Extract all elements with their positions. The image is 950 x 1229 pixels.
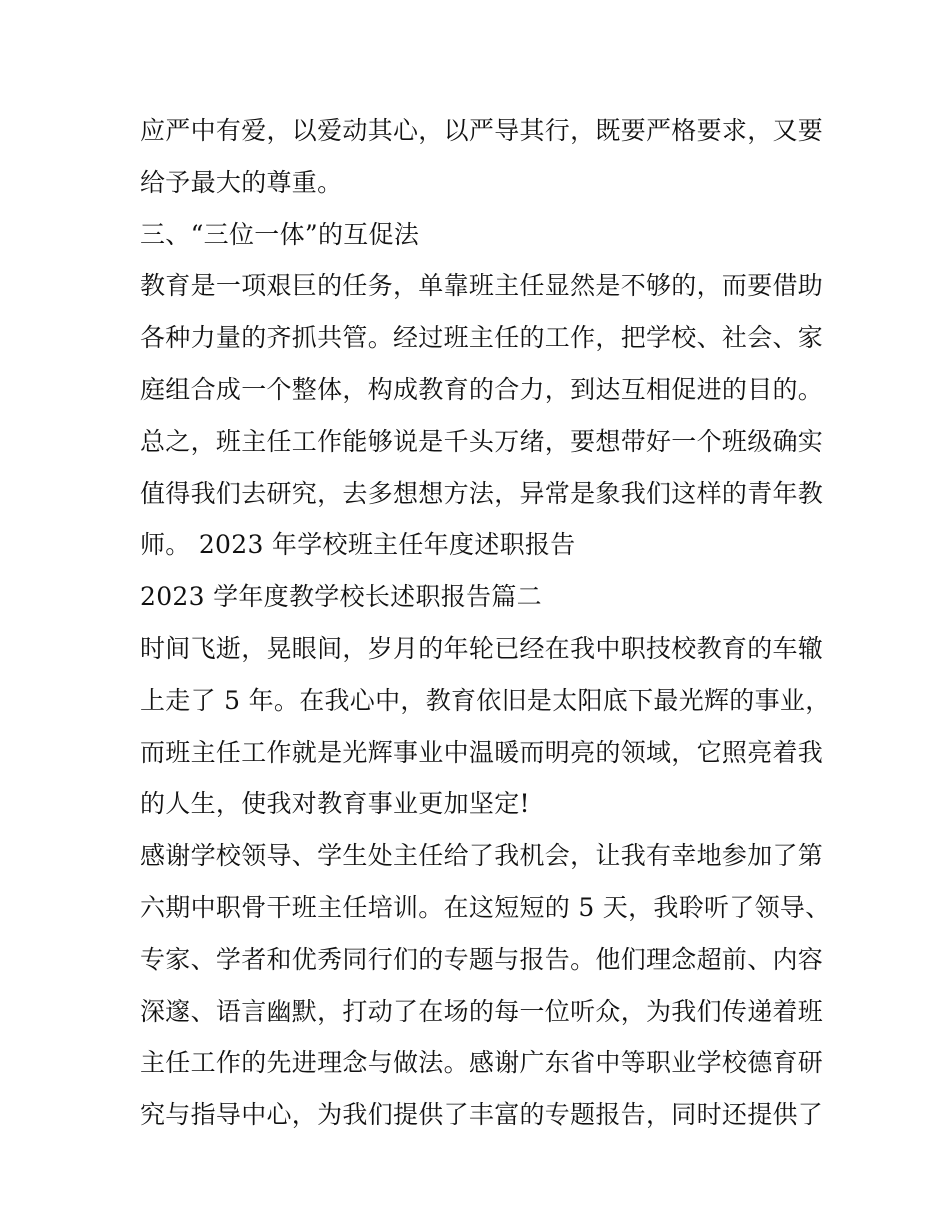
text-line: 总之，班主任工作能够说是千头万绪，要想带好一个班级确实 (140, 426, 824, 456)
text-line: 究与指导中心，为我们提供了丰富的专题报告，同时还提供了 (140, 1100, 824, 1130)
text-line: 感谢学校领导、学生处主任给了我机会，让我有幸地参加了第 (140, 841, 824, 871)
document-body (140, 105, 831, 1141)
text-line: 各种力量的齐抓共管。经过班主任的工作，把学校、社会、家 (140, 323, 824, 353)
text-line: 时间飞逝，晃眼间，岁月的年轮已经在我中职技校教育的车辙 (140, 633, 824, 663)
text-line: 值得我们去研究，去多想想方法，异常是象我们这样的青年教 (140, 478, 824, 508)
text-line: 深邃、语言幽默，打动了在场的每一位听众，为我们传递着班 (140, 996, 824, 1026)
text-line: 六期中职骨干班主任培训。在这短短的 5 天，我聆听了领导、 (140, 892, 831, 922)
text-line: 上走了 5 年。在我心中，教育依旧是太阳底下最光辉的事业， (140, 685, 831, 715)
text-line: 师。 2023 年学校班主任年度述职报告 (140, 530, 576, 560)
report-title: 2023 学年度教学校长述职报告篇二 (140, 582, 542, 612)
text-line: 给予最大的尊重。 (140, 167, 343, 197)
text-line: 应严中有爱，以爱动其心，以严导其行，既要严格要求，又要 (140, 116, 824, 145)
text-line: 教育是一项艰巨的任务，单靠班主任显然是不够的，而要借助 (140, 271, 824, 301)
text-line: 的人生，使我对教育事业更加坚定! (140, 789, 530, 819)
text-line: 庭组合成一个整体，构成教育的合力，到达互相促进的目的。 (140, 374, 824, 404)
text-line: 专家、学者和优秀同行们的专题与报告。他们理念超前、内容 (140, 944, 824, 974)
text-line: 而班主任工作就是光辉事业中温暖而明亮的领域，它照亮着我 (140, 737, 824, 767)
text-line: 主任工作的先进理念与做法。感谢广东省中等职业学校德育研 (140, 1048, 824, 1078)
section-heading: 三、“三位一体”的互促法 (140, 219, 420, 249)
